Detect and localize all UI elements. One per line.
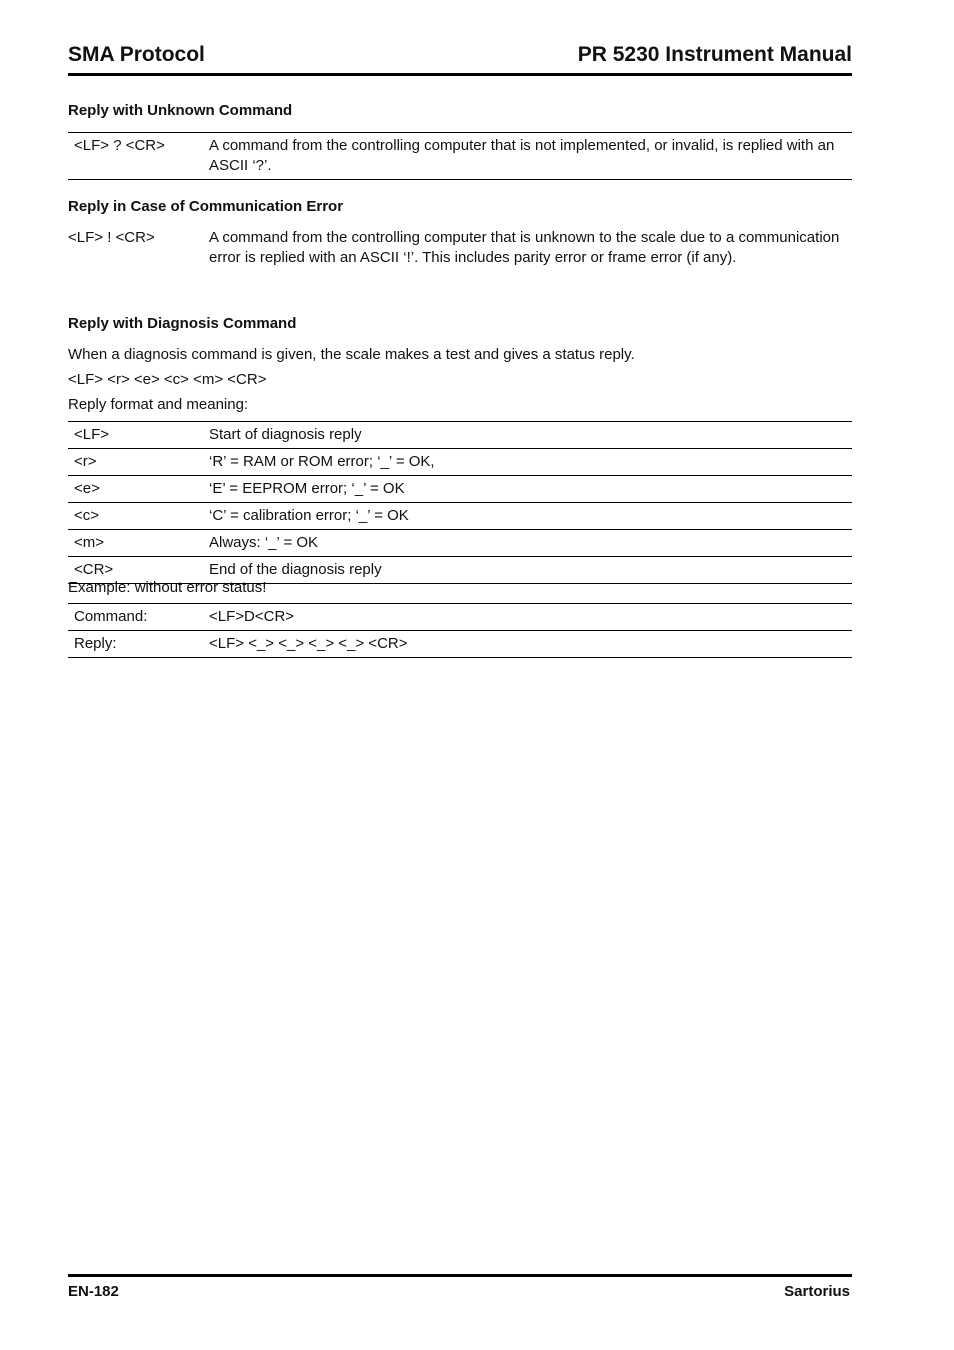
row-description: Always: ‘_’ = OK (209, 534, 319, 551)
table-row (68, 530, 852, 557)
row-description: <LF>D<CR> (209, 608, 295, 625)
table-row (68, 133, 852, 180)
row-description: Start of diagnosis reply (209, 426, 362, 443)
example-label: Example: without error status! (68, 579, 267, 596)
heading-diagnosis-command: Reply with Diagnosis Command (68, 315, 297, 332)
row-code: <LF> ! <CR> (68, 229, 155, 246)
header-manual-title: PR 5230 Instrument Manual (577, 43, 852, 66)
row-description: End of the diagnosis reply (209, 561, 382, 578)
row-code: <r> (74, 453, 97, 470)
row-code: <m> (74, 534, 105, 551)
row-description: ‘R’ = RAM or ROM error; ‘_’ = OK, (209, 453, 435, 470)
page-footer (68, 1274, 852, 1300)
reply-format-label: Reply format and meaning: (68, 396, 249, 413)
row-code: <c> (74, 507, 100, 524)
table-row (68, 449, 852, 476)
row-code: Command: (74, 608, 148, 625)
communication-error-table (68, 228, 852, 268)
heading-unknown-command: Reply with Unknown Command (68, 102, 293, 119)
unknown-command-table (68, 132, 852, 180)
row-code: Reply: (74, 635, 117, 652)
diagnosis-format: <LF> <r> <e> <c> <m> <CR> (68, 371, 267, 388)
row-code: <e> (74, 480, 100, 497)
diagnosis-reply-table (68, 421, 852, 584)
table-row (68, 422, 852, 449)
diagnosis-intro: When a diagnosis command is given, the scale makes a test and gives a status reply. (68, 346, 635, 363)
header-section-title: SMA Protocol (68, 43, 205, 66)
page-number: EN-182 (68, 1283, 119, 1300)
heading-communication-error: Reply in Case of Communication Error (68, 198, 344, 215)
example-table (68, 603, 852, 658)
company-name: Sartorius (784, 1283, 850, 1300)
table-row (68, 476, 852, 503)
table-row (68, 228, 852, 268)
table-row (68, 503, 852, 530)
row-description: ‘E’ = EEPROM error; ‘_’ = OK (209, 480, 405, 497)
row-description: A command from the controlling computer that is not implemented, or invalid, is replied with an ASCII ‘?’. (209, 137, 835, 174)
row-code: <LF> ? <CR> (74, 137, 165, 154)
row-description: <LF> <_> <_> <_> <_> <CR> (209, 635, 408, 652)
row-description: A command from the controlling computer that is unknown to the scale due to a communication error is replied with an ASCII ‘!’. This includes parity error or frame error (if any). (209, 229, 840, 266)
table-row (68, 604, 852, 631)
table-row (68, 631, 852, 658)
row-description: ‘C’ = calibration error; ‘_’ = OK (209, 507, 409, 524)
row-code: <LF> (74, 426, 110, 443)
page-header (68, 40, 852, 76)
row-code: <CR> (74, 561, 114, 578)
